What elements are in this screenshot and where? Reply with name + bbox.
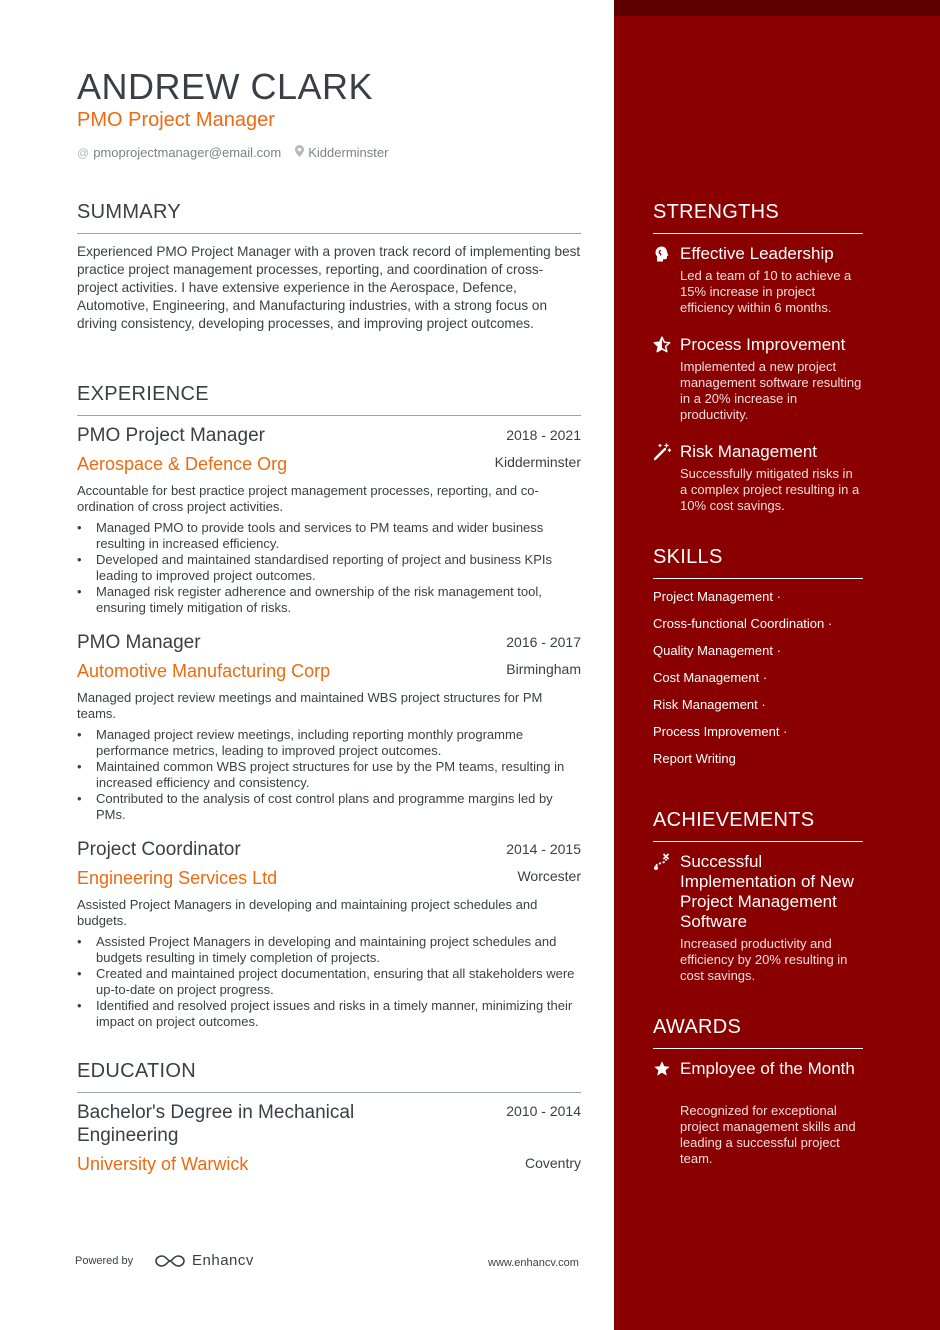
skill-tag: Cost Management ·: [653, 670, 768, 685]
awards-heading: AWARDS: [653, 1016, 863, 1049]
infinity-logo-icon: [154, 1253, 186, 1269]
strength-description: Implemented a new project management software resulting in a 20% increase in productivity.: [680, 359, 862, 422]
contact-row: [77, 145, 388, 160]
strength-description: Led a team of 10 to achieve a 15% increase in project efficiency within 6 months.: [680, 268, 852, 315]
skill-tag: Report Writing: [653, 751, 736, 766]
job-bullets: [77, 727, 581, 823]
strength-item: [653, 244, 863, 324]
enhancv-logo[interactable]: [154, 1252, 254, 1269]
job-location: Birmingham: [506, 661, 581, 677]
job-dates: 2016 - 2017: [506, 634, 581, 650]
education-entry: [77, 1101, 581, 1181]
job-bullet: • Contributed to the analysis of cost control plans and programme margins led by PMs.: [77, 791, 553, 822]
location-text: Kidderminster: [308, 145, 389, 160]
education-dates: 2010 - 2014: [506, 1103, 581, 1119]
job-bullet: • Identified and resolved project issues and risks in a timely manner, minimizing their impact on project outcomes.: [77, 998, 573, 1029]
magic-wand-icon: [653, 443, 671, 461]
strength-item: [653, 442, 863, 522]
summary-heading: SUMMARY: [77, 201, 581, 234]
company-name: Engineering Services Ltd: [77, 868, 278, 888]
email-link[interactable]: pmoprojectmanager@email.com: [93, 145, 282, 160]
education-heading: EDUCATION: [77, 1060, 581, 1093]
education-location: Coventry: [524, 1155, 581, 1171]
at-icon: @: [77, 145, 90, 160]
job-role: Project Coordinator: [77, 839, 241, 860]
summary-text: Experienced PMO Project Manager with a proven track record of implementing best practice project management processes, reporting, and coordination of cross-project activities. I have extensive experience in the Aerospace, Defence, Automotive, Engineering, and Manufacturing industries, with a strong focus on driving consistency, developing processes, and improving project outcomes.: [77, 244, 581, 331]
footer-url-link[interactable]: www.enhancv.com: [488, 1257, 579, 1269]
job-location: Kidderminster: [494, 454, 581, 470]
skill-tag: Project Management ·: [653, 589, 781, 604]
job-bullets: [77, 520, 581, 616]
job-description: Assisted Project Managers in developing and maintaining project schedules and budgets.: [77, 897, 538, 928]
achievement-title: Successful Implementation of New Project Management Software: [680, 852, 854, 931]
job-bullet: • Managed PMO to provide tools and services to PM teams and wider business resulting in increased efficiency.: [77, 520, 544, 551]
job-location: Worcester: [517, 868, 581, 884]
job-bullets: [77, 934, 581, 1030]
job-bullet: • Managed project review meetings, including reporting monthly programme performance metrics, leading to improved project outcomes.: [77, 727, 524, 758]
strengths-heading: STRENGTHS: [653, 201, 863, 234]
candidate-name: ANDREW CLARK: [77, 66, 374, 107]
brain-icon: [653, 245, 671, 263]
skill-tag: Process Improvement ·: [653, 724, 788, 739]
job-bullet: • Managed risk register adherence and ownership of the risk management tool, ensuring timely mitigation of risks.: [77, 584, 542, 615]
job-description: Accountable for best practice project management processes, reporting, and co-ordination of cross project activities.: [77, 483, 539, 514]
powered-by-label: Powered by: [75, 1255, 134, 1267]
strength-title: Process Improvement: [680, 335, 846, 354]
strength-title: Effective Leadership: [680, 244, 834, 263]
candidate-title: PMO Project Manager: [77, 109, 275, 131]
star-icon: [653, 1060, 671, 1078]
job-bullet: • Developed and maintained standardised reporting of project and business KPIs leading to improved project outcomes.: [77, 552, 553, 583]
experience-heading: EXPERIENCE: [77, 383, 581, 416]
job-dates: 2014 - 2015: [506, 841, 581, 857]
school-name: University of Warwick: [77, 1154, 249, 1174]
achievement-description: Increased productivity and efficiency by 20% resulting in cost savings.: [680, 936, 848, 983]
route-icon: [653, 853, 671, 871]
job-description: Managed project review meetings and maintained WBS project structures for PM teams.: [77, 690, 543, 721]
degree-name: Bachelor's Degree in Mechanical Engineering: [77, 1102, 355, 1146]
experience-entry: [77, 839, 581, 1029]
achievements-heading: ACHIEVEMENTS: [653, 809, 863, 842]
strength-title: Risk Management: [680, 442, 818, 461]
job-bullet: • Assisted Project Managers in developing and maintaining project schedules and budgets resulting in timely completion of projects.: [77, 934, 557, 965]
job-bullet: • Maintained common WBS project structures for use by the PM teams, resulting in increased efficiency and consistency.: [77, 759, 565, 790]
job-role: PMO Project Manager: [77, 425, 265, 446]
award-description: Recognized for exceptional project management skills and leading a successful project team.: [680, 1103, 856, 1166]
achievement-item: [653, 852, 863, 992]
sidebar-top-bar: [614, 0, 940, 16]
skill-tag: Cross-functional Coordination ·: [653, 616, 833, 631]
company-name: Automotive Manufacturing Corp: [77, 661, 331, 681]
company-name: Aerospace & Defence Org: [77, 454, 288, 474]
job-bullet: • Created and maintained project documentation, ensuring that all stakeholders were up-to-date on project progress.: [77, 966, 575, 997]
experience-entry: [77, 425, 581, 615]
strength-description: Successfully mitigated risks in a complex project resulting in a 10% cost savings.: [680, 466, 860, 513]
strength-item: [653, 335, 863, 430]
skills-heading: SKILLS: [653, 546, 863, 579]
job-dates: 2018 - 2021: [506, 427, 581, 443]
skill-tag: Risk Management ·: [653, 697, 766, 712]
brand-name: Enhancv: [192, 1252, 254, 1269]
location-pin-icon: [295, 145, 304, 160]
award-item: [653, 1059, 863, 1169]
experience-entry: [77, 632, 581, 822]
award-title: Employee of the Month: [680, 1059, 855, 1078]
skill-tag: Quality Management ·: [653, 643, 781, 658]
job-role: PMO Manager: [77, 632, 201, 653]
star-half-icon: [653, 336, 671, 354]
